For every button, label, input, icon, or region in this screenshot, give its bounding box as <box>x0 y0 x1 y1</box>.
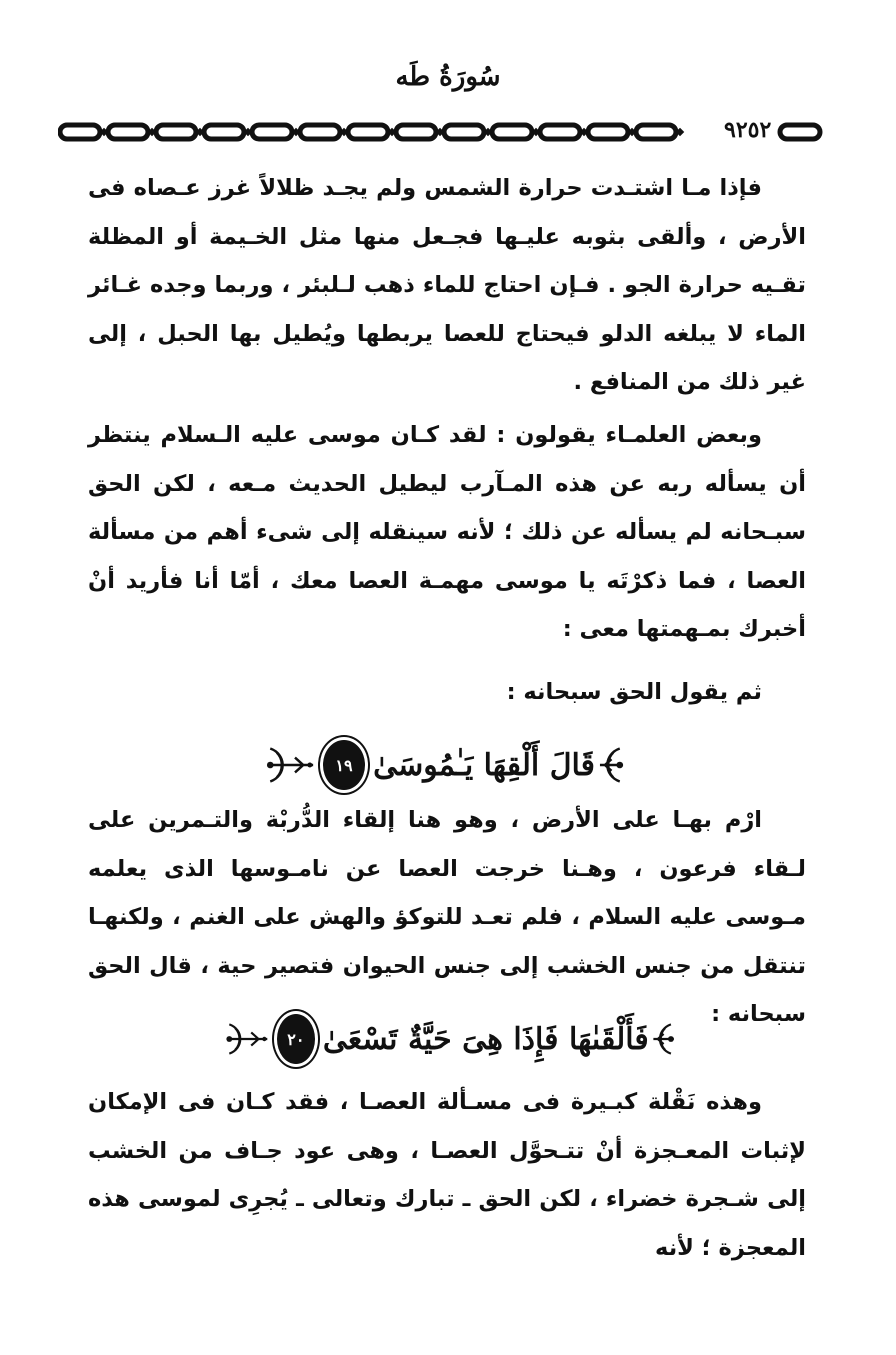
chain-link <box>108 125 148 139</box>
chain-border-icon <box>58 118 826 146</box>
quran-verse-19 <box>0 730 896 800</box>
chain-link <box>540 125 580 139</box>
paragraph-5 <box>88 1078 806 1272</box>
chain-link <box>636 125 676 139</box>
paragraph-text: فإذا مـا اشتـدت حرارة الشمس ولم يجـد ظلالاً غرز عـصاه فى الأرض ، وألقى بثوبه عليـها فجـعل منها مثل الخـيمة أو المظلة تقـيه حرارة الجو . فـإن احتاج للماء ذهب لـلبئر ، وربما وجده غـائر الماء لا يبلغه الدلو فيحتاج للعصا يربطها ويُطيل بها الحبل ، إلى غير ذلك من المنافع . <box>88 175 806 395</box>
verse-number-badge: ٢٠ <box>277 1014 315 1064</box>
quran-verse-20 <box>0 1004 896 1074</box>
chain-link <box>396 125 436 139</box>
paragraph-4 <box>88 796 806 1039</box>
right-ornament-icon <box>649 1014 678 1064</box>
chain-link <box>444 125 484 139</box>
paragraph-1 <box>88 164 806 407</box>
paragraph-2 <box>88 411 806 654</box>
chain-link <box>204 125 244 139</box>
page-number: ٩٢٥٢ <box>724 117 772 143</box>
verse-number-badge: ١٩ <box>323 740 365 790</box>
paragraph-text: ثم يقول الحق سبحانه : <box>506 679 762 705</box>
verse-text: قَالَ أَلْقِهَا يَـٰمُوسَىٰ <box>373 747 595 783</box>
paragraph-text: ارْم بهـا على الأرض ، وهو هنا إلقاء الدُّربْة والتـمرين على لـقاء فرعون ، وهـنا خرجت العصا عن نامـوسها الذى يعلمه مـوسى عليه السلام ، فلم تعـد للتوكؤ والهش على الغنم ، ولكنهـا تنتقل من جنس الخشب إلى جنس الحيوان فتصير حية ، قال الحق سبحانه : <box>88 807 806 1027</box>
chain-link <box>60 125 100 139</box>
paragraph-text: وبعض العلمـاء يقولون : لقد كـان موسى عليه الـسلام ينتظر أن يسأله ربه عن هذه المـآرب ليطيل الحديث مـعه ، لكن الحق سبـحانه لم يسأله عن ذلك ؛ لأنه سينقله إلى شىء أهم من مسألة العصا ، فما ذكرْتَه يا موسى مهمـة العصا معك ، أمّا أنا فأريد أنْ أخبرك بمـهمتها معى : <box>88 422 806 642</box>
left-ornament-icon <box>222 1014 269 1064</box>
chain-link <box>588 125 628 139</box>
chain-link <box>252 125 292 139</box>
chain-link <box>348 125 388 139</box>
chain-link <box>780 125 820 139</box>
verse-text: فَأَلْقَىٰهَا فَإِذَا هِىَ حَيَّةٌ تَسْعَىٰ <box>322 1021 649 1057</box>
chain-link <box>156 125 196 139</box>
chain-link <box>300 125 340 139</box>
right-ornament-icon <box>595 740 628 790</box>
left-ornament-icon <box>262 740 315 790</box>
paragraph-3 <box>88 668 806 717</box>
paragraph-text: وهذه نَقْلة كبـيرة فى مسـألة العصـا ، فقد كـان فى الإمكان لإثبات المعـجزة أنْ تتـحوَّل العصـا ، وهى عود جـاف من الخشب إلى شـجرة خضراء ، لكن الحق ـ تبارك وتعالى ـ يُجرِى لموسى هذه المعجزة ؛ لأنه <box>88 1089 806 1261</box>
chain-link <box>492 125 532 139</box>
surah-title: سُورَةُ طَه <box>395 62 501 92</box>
